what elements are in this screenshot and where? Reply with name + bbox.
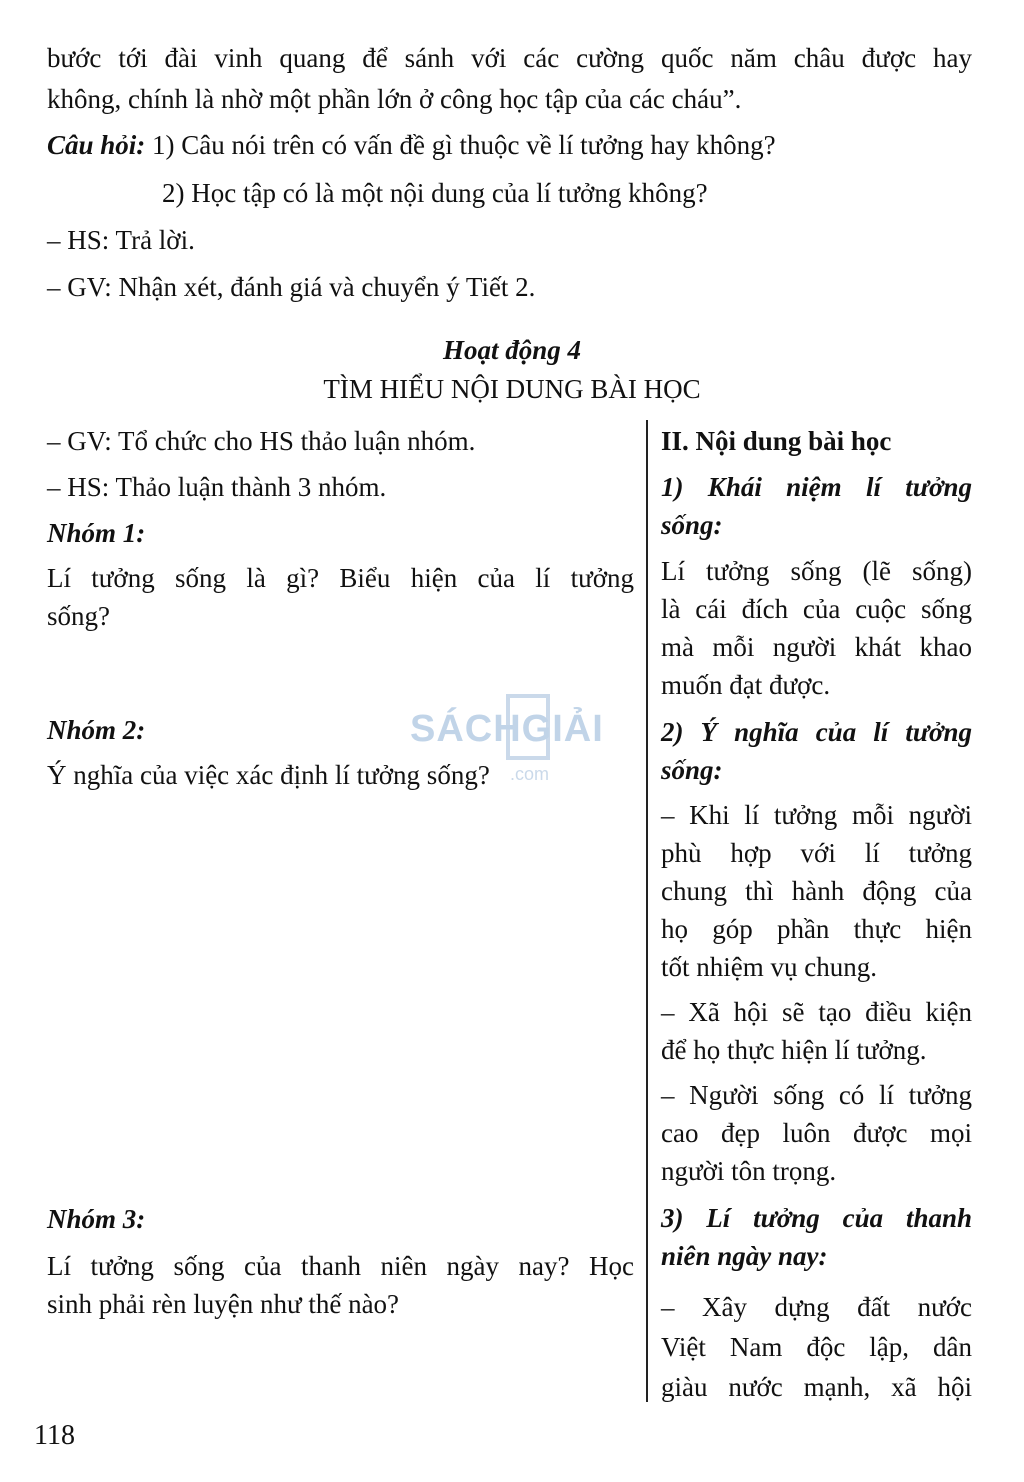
section1-title [661,468,972,544]
section2-line: – Người sống có lí tưởng [661,1080,972,1110]
section2-para1 [661,796,972,986]
section2-title [661,713,972,789]
section2-para3 [661,1076,972,1190]
section2-line: – Xã hội sẽ tạo điều kiện [661,997,972,1027]
question-label: Câu hỏi: [47,130,146,160]
activity-subtitle: TÌM HIỂU NỘI DUNG BÀI HỌC [323,374,701,404]
section1-body [661,552,972,704]
group2-label: Nhóm 2: [47,715,146,745]
section2-line: phù hợp với lí tưởng [661,838,972,868]
gv-comment: – GV: Nhận xét, đánh giá và chuyển ý Tiết 2. [47,272,536,302]
section2-para2 [661,993,972,1069]
section2-title-line: 2) Ý nghĩa của lí tưởng [661,717,972,747]
section1-line: muốn đạt được. [661,670,831,700]
watermark-domain: .com [510,764,550,784]
group3-line: sinh phải rèn luyện như thế nào? [47,1289,400,1319]
page-number: 118 [34,1420,75,1451]
hs-task: – HS: Thảo luận thành 3 nhóm. [47,472,387,502]
section2-title-line: sống: [661,755,723,785]
question-1 [47,128,776,162]
section3-title-line: niên ngày nay: [661,1241,828,1271]
section3-title [661,1199,972,1275]
section2-line: họ góp phần thực hiện [661,914,972,944]
section2-line: người tôn trọng. [661,1156,837,1186]
question-2: 2) Học tập có là một nội dung của lí tưởng không? [162,178,708,208]
column-divider [646,420,648,1402]
group3-label: Nhóm 3: [47,1204,146,1234]
question-1-text: 1) Câu nói trên có vấn đề gì thuộc về lí tưởng hay không? [145,130,776,160]
group2-question: Ý nghĩa của việc xác định lí tưởng sống? [47,760,490,790]
section2-line: để họ thực hiện lí tưởng. [661,1035,927,1065]
section2-line: – Khi lí tưởng mỗi người [661,800,972,830]
watermark-brand: SÁCHGIẢI [410,708,604,750]
section1-line: mà mỗi người khát khao [661,632,972,662]
group1-label: Nhóm 1: [47,518,146,548]
activity-title: Hoạt động 4 [442,335,582,365]
section3-title-line: 3) Lí tưởng của thanh [661,1203,972,1233]
hs-answer: – HS: Trả lời. [47,225,195,255]
group3-question [47,1247,634,1323]
section1-title-line: sống: [661,510,723,540]
section1-title-line: 1) Khái niệm lí tưởng [661,472,972,502]
group1-line: Lí tưởng sống là gì? Biểu hiện của lí tưởng [47,563,634,593]
gv-task: – GV: Tổ chức cho HS thảo luận nhóm. [47,426,476,456]
intro-line-2: không, chính là nhờ một phần lớn ở công học tập của các cháu”. [47,84,742,114]
group1-question [47,559,634,635]
section2-line: chung thì hành động của [661,876,972,906]
section1-line: là cái đích của cuộc sống [661,594,972,624]
section2-line: cao đẹp luôn được mọi [661,1118,972,1148]
group1-line: sống? [47,601,110,631]
section1-line: Lí tưởng sống (lẽ sống) [661,556,972,586]
content-heading: II. Nội dung bài học [661,426,892,456]
section2-line: tốt nhiệm vụ chung. [661,952,877,982]
intro-line-1: bước tới đài vinh quang để sánh với các cường quốc năm châu được hay [47,43,972,73]
section3-line: giàu nước mạnh, xã hội [661,1372,972,1402]
section3-line: – Xây dựng đất nước [661,1292,972,1322]
section3-body [661,1287,972,1407]
group3-line: Lí tưởng sống của thanh niên ngày nay? Học [47,1251,634,1281]
watermark-logo [410,694,620,784]
section3-line: Việt Nam độc lập, dân [661,1332,972,1362]
